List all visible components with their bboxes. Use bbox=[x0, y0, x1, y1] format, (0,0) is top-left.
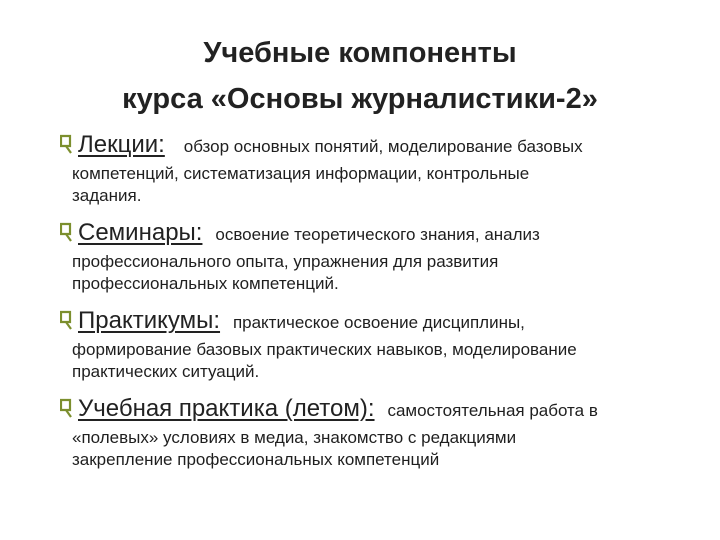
description-first-line: самостоятельная работа в bbox=[387, 401, 598, 420]
title-line-2: курса «Основы журналистики-2» bbox=[122, 83, 598, 115]
term-summer-practice: Учебная практика (летом): bbox=[78, 395, 375, 422]
term-lectures: Лекции: bbox=[78, 131, 165, 158]
title-line-1: Учебные компоненты bbox=[203, 37, 517, 69]
description-first-line: обзор основных понятий, моделирование базовых bbox=[183, 137, 583, 156]
bullet-item-workshops bbox=[60, 306, 577, 383]
description-first-line: практическое освоение дисциплины, bbox=[232, 313, 525, 332]
bullet-item-summer-practice bbox=[60, 394, 598, 471]
description-line: закрепление профессиональных компетенций bbox=[72, 450, 440, 469]
checkbox-bullet-icon bbox=[60, 221, 73, 243]
description-line: «полевых» условиях в медиа, знакомство с редакциями bbox=[72, 428, 517, 447]
description-line: задания. bbox=[72, 186, 142, 205]
description-first-line: освоение теоретического знания, анализ bbox=[215, 225, 540, 244]
description-line: формирование базовых практических навыков, моделирование bbox=[72, 340, 577, 359]
term-seminars: Семинары: bbox=[78, 219, 203, 246]
term-workshops: Практикумы: bbox=[78, 307, 221, 334]
description-line: практических ситуаций. bbox=[72, 362, 260, 381]
checkbox-bullet-icon bbox=[60, 397, 73, 419]
description-line: компетенций, систематизация информации, контрольные bbox=[72, 164, 530, 183]
checkbox-bullet-icon bbox=[60, 309, 73, 331]
bullet-item-seminars bbox=[60, 218, 540, 295]
description-line: профессиональных компетенций. bbox=[72, 274, 339, 293]
checkbox-bullet-icon bbox=[60, 133, 73, 155]
bullet-item-lectures bbox=[60, 130, 583, 207]
description-line: профессионального опыта, упражнения для развития bbox=[72, 252, 499, 271]
slide-title bbox=[40, 30, 680, 122]
